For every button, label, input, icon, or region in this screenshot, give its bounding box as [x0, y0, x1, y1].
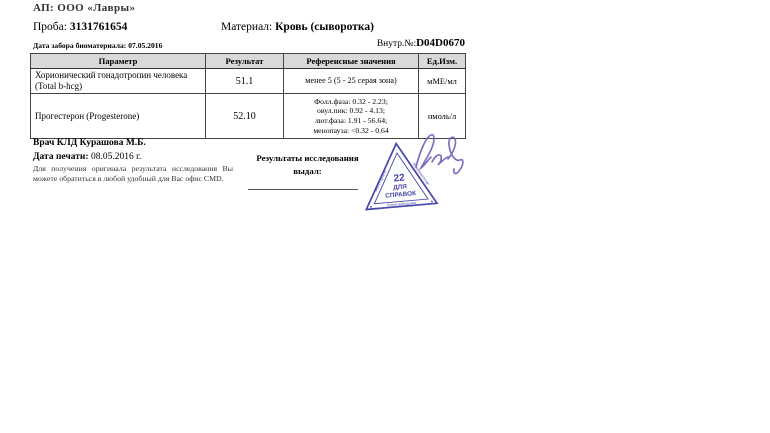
stamp-right-dot	[431, 201, 433, 203]
col-header-unit: Ед.Изм.	[419, 54, 466, 69]
handwritten-signature	[412, 129, 470, 185]
stamp-left-edge-text: ФБУН ЦНИИ	[372, 169, 388, 193]
result-cell: 51.1	[206, 69, 284, 94]
signature-stroke	[448, 137, 463, 173]
internal-number-value: D04D0670	[416, 37, 465, 49]
original-results-note: Для получения оригинала результата исследования Вы можете обратиться в любой удобный для Вас офис CMD.	[33, 164, 233, 184]
internal-number-line	[300, 37, 465, 49]
sample-value: 3131761654	[69, 21, 128, 33]
col-header-reference: Референсные значения	[284, 54, 419, 69]
stamp-right-edge-text: Эпидемиологии	[411, 161, 430, 186]
reference-cell: Фолл.фаза: 0.32 - 2.23; овул.пик: 0.92 - 4.13; лют.фаза: 1.91 - 56.64; менопауза: <0.32 - 0.64	[284, 94, 419, 139]
signature-line	[248, 176, 358, 190]
internal-number-label: Внутр.№:	[376, 39, 417, 49]
results-table	[30, 53, 466, 139]
material-line	[221, 21, 374, 33]
stamp-center-line2: СПРАВОК	[384, 190, 417, 200]
table-header-row	[31, 54, 466, 69]
stamp-center-line1: ДЛЯ	[392, 183, 408, 192]
material-value: Кровь (сыворотка)	[275, 21, 374, 33]
issued-by-label: Результаты исследования выдал:	[256, 153, 359, 177]
print-date-label: Дата печати:	[33, 152, 89, 162]
collection-date-line: Дата забора биоматериала: 07.05.2016	[33, 41, 163, 50]
print-date-line	[33, 152, 141, 162]
parameter-cell: Прогестерон (Progesterone)	[31, 94, 206, 139]
parameter-cell: Хорионический гонадотропин человека (Total b-hcg)	[31, 69, 206, 94]
clipped-header-line: АП: ООО «Лавры»	[33, 2, 136, 14]
col-header-parameter: Параметр	[31, 54, 206, 69]
stamp-number: 22	[393, 172, 406, 185]
material-label: Материал:	[221, 21, 273, 33]
print-date-value: 08.05.2016 г.	[90, 152, 142, 162]
unit-cell: нмоль/л	[419, 94, 466, 139]
doctor-line: Врач КЛД Курашова М.Б.	[33, 138, 146, 148]
signature-stroke	[416, 135, 434, 168]
result-cell: 52.10	[206, 94, 284, 139]
sample-number-line	[33, 21, 127, 33]
table-row	[31, 94, 466, 139]
sample-label: Проба:	[33, 21, 67, 33]
table-row	[31, 69, 466, 94]
unit-cell: мМЕ/мл	[419, 69, 466, 94]
signature-stroke	[432, 155, 448, 165]
reference-cell: менее 5 (5 - 25 серая зона)	[284, 69, 419, 94]
col-header-result: Результат	[206, 54, 284, 69]
stamp-bottom-text: Роспотребнадзора	[386, 200, 417, 208]
stamp-left-dot	[370, 206, 372, 208]
